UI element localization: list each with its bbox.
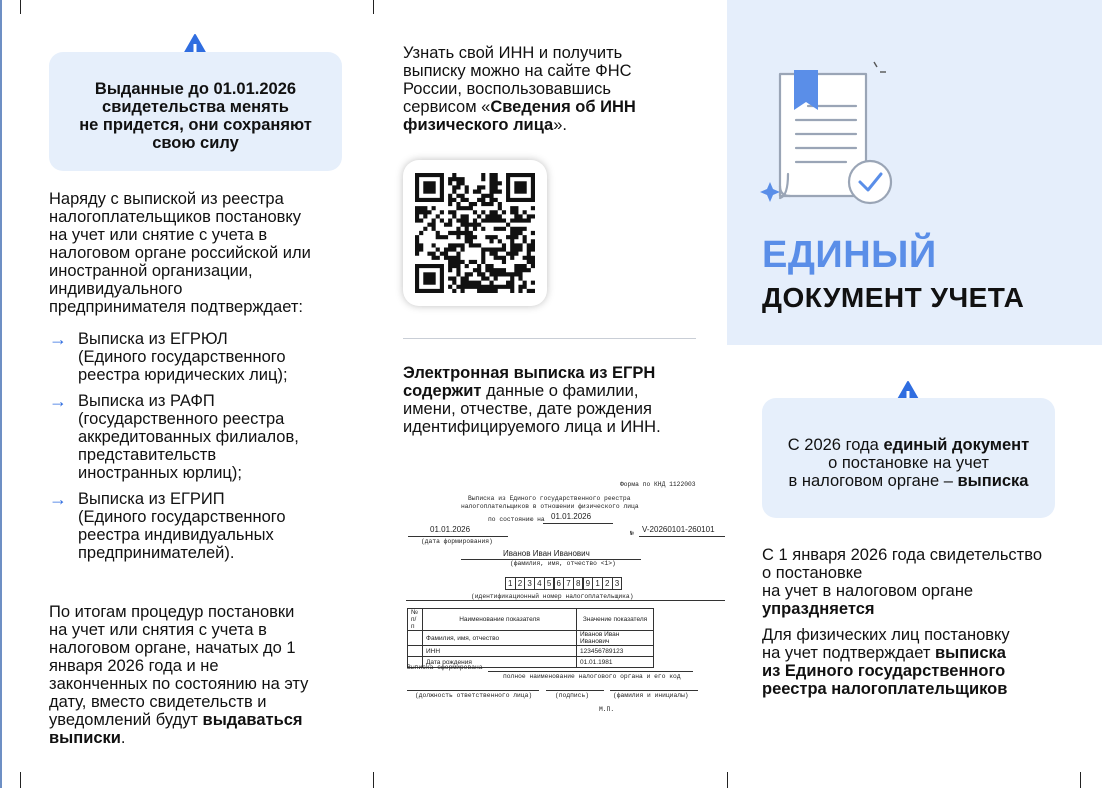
bullet-line: (государственного реестра: [78, 410, 285, 428]
egrn-text: данные о фамилии,: [481, 382, 639, 400]
form-code: Форма по КНД 1122003: [620, 481, 696, 488]
inn-info-line: [403, 98, 636, 116]
paragraph-emphasis: из Единого государственного: [762, 662, 1006, 680]
stamp-label: М.П.: [599, 706, 615, 713]
paragraph-emphasis: упраздняется: [762, 600, 875, 618]
table-header-cell: Наименование показателя: [423, 609, 577, 631]
table-cell: 123456789123: [577, 646, 654, 657]
as-of-date: 01.01.2026: [551, 512, 592, 521]
paragraph-emphasis: реестра налогоплательщиков: [762, 680, 1008, 698]
inn-digit: 3: [524, 577, 535, 590]
arrow-right-icon: →: [49, 489, 67, 509]
intro-line: на учет или снятие с учета в: [49, 226, 268, 244]
inn-caption: (идентификационный номер налогоплательщика): [471, 593, 634, 600]
inn-digit: 1: [592, 577, 603, 590]
outro-line: По итогам процедур постановки: [49, 603, 295, 621]
outro-line: дату, вместо свидетельств и: [49, 693, 267, 711]
outro-line: налоговом органе, начатых до 1: [49, 639, 296, 657]
outro-line: на учет или снятия с учета в: [49, 621, 267, 639]
intro-line: иностранной организации,: [49, 262, 253, 280]
extract-number: V-20260101-260101: [642, 525, 715, 534]
bullet-line: Выписка из ЕГРЮЛ: [78, 330, 228, 348]
qr-code-icon: [415, 173, 535, 293]
form-line: [488, 671, 693, 672]
position-caption: (должность ответственного лица): [415, 692, 533, 699]
outro-line: января 2026 года и не: [49, 657, 219, 675]
callout-text: С 2026 года: [787, 436, 884, 454]
inn-info-line: выписку можно на сайте ФНС: [403, 62, 632, 80]
inn-digit: 7: [563, 577, 574, 590]
bullet-line: иностранных юрлиц);: [78, 464, 242, 482]
bullet-line: Выписка из РАФП: [78, 392, 215, 410]
inn-digit: 4: [534, 577, 545, 590]
table-row: [408, 631, 654, 646]
arrow-right-icon: →: [49, 329, 67, 349]
formed-by-label: Выписка сформирована: [407, 664, 483, 671]
inn-digit: 5: [544, 577, 555, 590]
bullet-line: реестра юридических лиц);: [78, 366, 288, 384]
table-header-row: [408, 609, 654, 631]
section-divider: [403, 338, 696, 339]
outro-line: [49, 711, 303, 729]
table-cell: [408, 646, 423, 657]
form-line: [406, 600, 725, 601]
table-cell: Фамилия, имя, отчество: [423, 631, 577, 646]
outro-text: .: [120, 729, 126, 747]
paragraph-line: на учет в налоговом органе: [762, 582, 974, 600]
callout-line: [762, 472, 1055, 490]
document-check-icon: [758, 58, 898, 208]
egrn-line: идентифицируемого лица и ИНН.: [403, 418, 661, 436]
paragraph-line: о постановке: [762, 564, 863, 582]
egrn-line: [403, 382, 638, 400]
arrow-right-icon: →: [49, 391, 67, 411]
egrn-line: Электронная выписка из ЕГРН: [403, 364, 656, 382]
form-line: [546, 690, 604, 691]
crop-mark: [727, 772, 728, 788]
table-cell: Иванов Иван Иванович: [577, 631, 654, 646]
form-line: [407, 690, 539, 691]
outro-line: законченных по состоянию на эту: [49, 675, 309, 693]
person-name: Иванов Иван Иванович: [503, 549, 590, 558]
inn-info-line: Узнать свой ИНН и получить: [403, 44, 623, 62]
callout-line: не придется, они сохраняют: [79, 116, 312, 134]
crop-mark: [373, 772, 374, 788]
number-sign: №: [630, 530, 634, 537]
callout-line: свою силу: [152, 134, 239, 152]
crop-mark: [20, 0, 21, 14]
inn-digit: 6: [554, 577, 565, 590]
paragraph-line: С 1 января 2026 года свидетельство: [762, 546, 1043, 564]
table-header-cell: № п/п: [408, 609, 423, 631]
paragraph-line: [762, 644, 1006, 662]
table-cell: [408, 631, 423, 646]
bullet-line: (Единого государственного: [78, 348, 286, 366]
egrn-emphasis: содержит: [403, 382, 482, 400]
inn-digit: 1: [505, 577, 516, 590]
callout-line: свидетельства менять: [102, 98, 289, 116]
inn-service-name: физического лица: [403, 116, 554, 134]
inn-service-name: Сведения об ИНН: [490, 98, 636, 116]
outro-emphasis: выдаваться: [202, 711, 303, 729]
name-caption: (фамилия, имя, отчество <1>): [510, 560, 616, 567]
outro-text: уведомлений будут: [49, 711, 203, 729]
inn-boxes: [505, 577, 621, 590]
title-line-1: ЕДИНЫЙ: [762, 234, 937, 276]
form-header: налогоплательщиков в отношении физического лица: [461, 503, 639, 510]
form-line: [610, 690, 698, 691]
left-edge-line: [0, 0, 2, 788]
bullet-line: (Единого государственного: [78, 508, 286, 526]
callout-text: в налоговом органе –: [788, 472, 958, 490]
table-cell: ИНН: [423, 646, 577, 657]
inn-digit: 8: [573, 577, 584, 590]
form-line: [639, 536, 725, 537]
egrn-line: имени, отчестве, дате рождения: [403, 400, 652, 418]
bullet-line: предпринимателей).: [78, 544, 235, 562]
paragraph-line: Для физических лиц постановку: [762, 626, 1010, 644]
inn-digit: 2: [602, 577, 613, 590]
qr-code-card[interactable]: [403, 160, 547, 306]
initials-caption: (фамилия и инициалы): [613, 692, 689, 699]
table-cell: 01.01.1981: [577, 657, 654, 668]
extract-table: [407, 608, 654, 668]
authority-caption: полное наименование налогового органа и его код: [503, 673, 681, 680]
callout-emphasis: единый документ: [883, 436, 1030, 454]
inn-digit: 2: [515, 577, 526, 590]
bullet-line: аккредитованных филиалов,: [78, 428, 299, 446]
callout-line: о постановке на учет: [828, 454, 989, 472]
inn-info-line: России, воспользовавшись: [403, 80, 611, 98]
crop-mark: [373, 0, 374, 14]
intro-line: индивидуального: [49, 280, 183, 298]
table-cell: Дата рождения: [423, 657, 577, 668]
sample-extract-form: [403, 478, 725, 718]
form-line: [408, 536, 508, 537]
formed-date: 01.01.2026: [430, 525, 471, 534]
intro-line: налогоплательщиков постановку: [49, 208, 302, 226]
intro-line: Наряду с выпиской из реестра: [49, 190, 284, 208]
table-row: [408, 646, 654, 657]
bullet-line: Выписка из ЕГРИП: [78, 490, 225, 508]
callout-emphasis: выписка: [957, 472, 1029, 490]
crop-mark: [20, 772, 21, 788]
crop-mark: [1080, 772, 1081, 788]
intro-line: налоговом органе российской или: [49, 244, 311, 262]
outro-emphasis: выписки: [49, 729, 121, 747]
inn-digit: 9: [583, 577, 594, 590]
inn-info-text: сервисом «: [403, 98, 491, 116]
bullet-line: представительств: [78, 446, 217, 464]
title-line-2: ДОКУМЕНТ УЧЕТА: [762, 282, 1025, 313]
inn-digit: 3: [612, 577, 623, 590]
inn-info-line: [403, 116, 567, 134]
signature-caption: (подпись): [555, 692, 590, 699]
callout-line: [762, 436, 1055, 454]
table-header-cell: Значение показателя: [577, 609, 654, 631]
formed-label: (дата формирования): [421, 538, 493, 545]
form-line: [543, 523, 613, 524]
outro-line: [49, 729, 126, 747]
form-header: Выписка из Единого государственного реестра: [468, 495, 631, 502]
intro-line: предпринимателя подтверждает:: [49, 298, 303, 316]
bullet-line: реестра индивидуальных: [78, 526, 274, 544]
paragraph-emphasis: выписка: [934, 644, 1006, 662]
inn-info-text: ».: [553, 116, 567, 134]
as-of-label: по состоянию на: [488, 516, 545, 523]
paragraph-text: на учет подтверждает: [762, 644, 935, 662]
callout-line: Выданные до 01.01.2026: [94, 80, 297, 98]
